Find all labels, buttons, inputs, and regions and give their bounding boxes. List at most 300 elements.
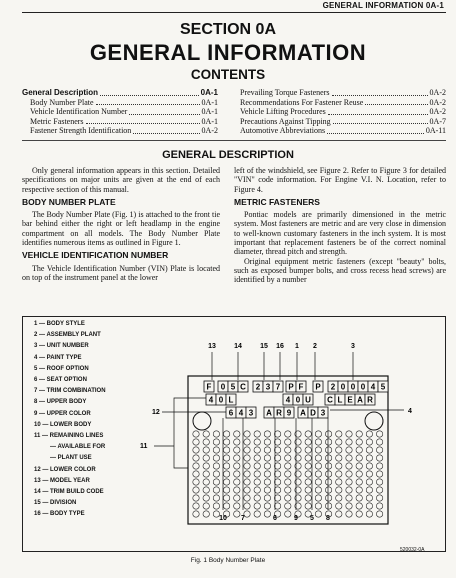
rivet-hole (244, 479, 250, 485)
legend-item: 4 — PAINT TYPE (34, 354, 82, 361)
rivet-hole (213, 463, 219, 469)
callout-label: 7 (241, 515, 245, 522)
rivet-hole (285, 503, 291, 509)
right-column (234, 166, 446, 285)
rivet-hole (356, 471, 362, 477)
plate-char: A (300, 408, 306, 418)
callout-label: 13 (208, 343, 216, 350)
callout-label: 9 (294, 515, 298, 522)
toc-leader (327, 126, 424, 134)
rivet-hole (203, 463, 209, 469)
mounting-hole-left (193, 412, 211, 430)
rivet-hole (366, 479, 372, 485)
rivet-hole (234, 439, 240, 445)
callout-label: 15 (260, 343, 268, 350)
rivet-hole (193, 479, 199, 485)
rivet-hole (213, 431, 219, 437)
legend-item: 15 — DIVISION (34, 500, 77, 507)
rivet-hole (305, 487, 311, 493)
rivet-hole (193, 455, 199, 461)
legend-item: 3 — UNIT NUMBER (34, 343, 89, 350)
rivet-hole (366, 447, 372, 453)
rivet-hole (325, 447, 331, 453)
rivet-hole (203, 511, 209, 517)
plate-char: 4 (370, 382, 376, 392)
toc-entry (22, 117, 218, 127)
toc-left (22, 88, 218, 136)
rivet-hole (315, 431, 321, 437)
toc-entry (22, 98, 218, 108)
toc-entry (240, 88, 446, 98)
rivet-hole (346, 439, 352, 445)
toc-page: 0A-1 (201, 107, 218, 117)
toc-page: 0A-1 (201, 116, 218, 126)
toc-page: 0A-2 (429, 88, 446, 97)
rivet-hole (244, 495, 250, 501)
rivet-hole (203, 447, 209, 453)
rivet-hole (254, 503, 260, 509)
rivet-hole (346, 447, 352, 453)
toc-entry (240, 126, 446, 136)
callout-label: 5 (310, 515, 314, 522)
rivet-hole (234, 471, 240, 477)
rivet-hole (254, 455, 260, 461)
rivet-hole (285, 471, 291, 477)
legend-item: — PLANT USE (50, 455, 92, 462)
rivet-hole (203, 455, 209, 461)
rivet-hole (213, 487, 219, 493)
rivet-hole (234, 463, 240, 469)
rivet-hole (244, 487, 250, 493)
rivet-hole (193, 431, 199, 437)
rivet-hole (366, 495, 372, 501)
rivet-hole (285, 455, 291, 461)
toc-page: 0A-2 (429, 107, 446, 117)
rivet-hole (193, 439, 199, 445)
rivet-hole (376, 511, 382, 517)
section-title: SECTION 0A (179, 21, 276, 38)
plate-char: L (337, 395, 343, 405)
rivet-hole (325, 439, 331, 445)
callout-label: 12 (152, 409, 160, 416)
rivet-hole (305, 439, 311, 445)
rivet-hole (336, 495, 342, 501)
plate-char: 5 (230, 382, 236, 392)
rivet-hole (325, 463, 331, 469)
rivet-hole (346, 487, 352, 493)
callout-label: 6 (273, 515, 277, 522)
rivet-hole (315, 447, 321, 453)
legend-item: 16 — BODY TYPE (34, 511, 85, 518)
legend-item: 5 — ROOF OPTION (34, 365, 89, 372)
rivet-hole (254, 439, 260, 445)
rivet-hole (213, 439, 219, 445)
plate-char: 2 (255, 382, 261, 392)
toc-page: 0A-2 (429, 97, 446, 107)
rivet-hole (305, 495, 311, 501)
toc-label: Prevailing Torque Fasteners (240, 88, 330, 97)
rivet-hole (264, 439, 270, 445)
rivet-hole (223, 471, 229, 477)
rivet-hole (285, 487, 291, 493)
toc-entry (240, 117, 446, 127)
toc-leader (86, 117, 200, 125)
toc-label: Precautions Against Tipping (240, 116, 331, 126)
toc-page: 0A-1 (200, 88, 218, 97)
rivet-hole (274, 431, 280, 437)
plate-rivet-grid (193, 431, 383, 517)
rivet-hole (274, 447, 280, 453)
rivet-hole (285, 439, 291, 445)
rivet-hole (203, 479, 209, 485)
rivet-hole (244, 447, 250, 453)
callout-leader (154, 398, 206, 468)
toc-label: Fastener Strength Identification (30, 126, 132, 136)
rivet-hole (223, 503, 229, 509)
rivet-hole (356, 447, 362, 453)
rivet-hole (366, 511, 372, 517)
rivet-hole (193, 495, 199, 501)
plate-char: 3 (320, 408, 326, 418)
rivet-hole (274, 439, 280, 445)
vin-heading: VEHICLE IDENTIFICATION NUMBER (22, 250, 169, 261)
rivet-hole (213, 503, 219, 509)
rivet-hole (336, 503, 342, 509)
callout-label: 11 (140, 443, 148, 450)
plate-char: 7 (275, 382, 281, 392)
contents-heading: CONTENTS (190, 67, 266, 82)
rivet-hole (203, 503, 209, 509)
rivet-hole (366, 503, 372, 509)
rivet-hole (376, 463, 382, 469)
rivet-hole (346, 511, 352, 517)
callout-label: 1 (295, 343, 299, 350)
toc-leader (133, 126, 199, 134)
plate-char: 9 (286, 408, 292, 418)
rivet-hole (315, 463, 321, 469)
toc-entry (22, 126, 218, 136)
plate-char: A (357, 395, 363, 405)
toc-entry (22, 88, 218, 98)
rivet-hole (315, 471, 321, 477)
rivet-hole (366, 487, 372, 493)
rivet-hole (234, 431, 240, 437)
metric-paragraph-2: Original equipment metric fasteners (except "beauty" bolts, such as exposed bumper bolts, and cross recess head screws) are identified by a number (234, 256, 446, 285)
rivet-hole (254, 495, 260, 501)
rivet-hole (376, 495, 382, 501)
rivet-hole (346, 471, 352, 477)
callout-label: 10 (219, 515, 227, 522)
plate-char: 4 (285, 395, 291, 405)
rivet-hole (376, 487, 382, 493)
rivet-hole (234, 447, 240, 453)
legend-item: 2 — ASSEMBLY PLANT (34, 332, 101, 339)
rivet-hole (223, 431, 229, 437)
rivet-hole (285, 511, 291, 517)
rivet-hole (336, 463, 342, 469)
rivet-hole (234, 503, 240, 509)
rivet-hole (356, 495, 362, 501)
plate-char: D (310, 408, 316, 418)
rivet-hole (315, 511, 321, 517)
rivet-hole (254, 479, 260, 485)
rivet-hole (193, 487, 199, 493)
rivet-hole (193, 447, 199, 453)
rivet-hole (325, 471, 331, 477)
legend-item: 10 — LOWER BODY (34, 421, 92, 428)
rivet-hole (264, 511, 270, 517)
metric-fasteners-heading: METRIC FASTENERS (234, 196, 320, 207)
toc-entry (240, 107, 446, 117)
rivet-hole (336, 439, 342, 445)
plate-char: F (206, 382, 212, 392)
legend-item: 9 — UPPER COLOR (34, 410, 91, 417)
toc-label: Vehicle Identification Number (30, 107, 128, 117)
plate-char: 3 (248, 408, 254, 418)
rivet-hole (223, 463, 229, 469)
rivet-hole (376, 431, 382, 437)
rivet-hole (264, 503, 270, 509)
legend-item: 14 — TRIM BUILD CODE (34, 489, 104, 496)
rivet-hole (223, 447, 229, 453)
rivet-hole (376, 471, 382, 477)
plate-char: A (266, 408, 272, 418)
rivet-hole (315, 495, 321, 501)
callout-label: 16 (276, 343, 284, 350)
legend-item: 11 — REMAINING LINES (34, 433, 104, 440)
toc-page: 0A-2 (201, 126, 218, 136)
rivet-hole (264, 487, 270, 493)
rivet-hole (274, 503, 280, 509)
rivet-hole (223, 479, 229, 485)
plate-char: 4 (238, 408, 244, 418)
rivet-hole (274, 487, 280, 493)
rivet-hole (346, 431, 352, 437)
plate-char: U (305, 395, 311, 405)
intro-paragraph: Only general information appears in this section. Detailed specifications on major units are given at the end of each respective section of this manual. (22, 166, 220, 194)
legend-item: — AVAILABLE FOR (50, 444, 106, 451)
rivet-hole (305, 455, 311, 461)
callout-label: 4 (408, 408, 412, 415)
general-description-heading: GENERAL DESCRIPTION (162, 149, 294, 161)
rivet-hole (264, 463, 270, 469)
rivet-hole (274, 471, 280, 477)
rivet-hole (285, 463, 291, 469)
rivet-hole (244, 431, 250, 437)
rivet-hole (346, 455, 352, 461)
plate-char: 2 (330, 382, 336, 392)
rivet-hole (305, 503, 311, 509)
plate-char: R (276, 408, 282, 418)
rivet-hole (356, 463, 362, 469)
rivet-hole (264, 495, 270, 501)
plate-char: 4 (208, 395, 214, 405)
rivet-hole (264, 447, 270, 453)
rivet-hole (336, 455, 342, 461)
rivet-hole (274, 479, 280, 485)
metric-paragraph-1: Pontiac models are primarily dimensioned in the metric system. Most fasteners are metric and are very close in dimension to well-known customary fasteners in the inch system. It is most important that replacement fasteners be of the correct nominal diameter, thread pitch and strength. (234, 210, 446, 257)
vin-paragraph: The Vehicle Identification Number (VIN) Plate is located on top of the instrument panel at the lower (22, 263, 220, 282)
legend-item: 13 — MODEL YEAR (34, 477, 90, 484)
toc-leader (96, 98, 200, 106)
rivet-hole (244, 455, 250, 461)
toc-leader (332, 88, 428, 96)
rivet-hole (325, 503, 331, 509)
rivet-hole (356, 431, 362, 437)
rivet-hole (346, 503, 352, 509)
rivet-hole (315, 479, 321, 485)
rivet-hole (203, 439, 209, 445)
rivet-hole (254, 487, 260, 493)
rivet-hole (223, 487, 229, 493)
toc-label: Automotive Abbreviations (240, 126, 326, 136)
rivet-hole (254, 471, 260, 477)
body-number-plate-heading: BODY NUMBER PLATE (22, 196, 116, 207)
toc-entry (240, 98, 446, 108)
rivet-hole (325, 455, 331, 461)
legend-item: 7 — TRIM COMBINATION (34, 388, 106, 395)
toc-leader (365, 98, 427, 106)
vin-continued-paragraph: left of the windshield, see Figure 2. Refer to Figure 3 for detailed "VIN" code information. For Engine V.I. N. Location, refer to Figure 4. (234, 166, 446, 194)
callout-label: 3 (351, 343, 355, 350)
toc-page: 0A-11 (425, 126, 446, 136)
rivet-hole (305, 463, 311, 469)
plate-char: 3 (265, 382, 271, 392)
plate-char: 0 (340, 382, 346, 392)
rivet-hole (315, 503, 321, 509)
toc-right (240, 88, 446, 136)
rivet-hole (223, 455, 229, 461)
plate-char: 0 (220, 382, 226, 392)
rivet-hole (254, 431, 260, 437)
legend-item: 1 — BODY STYLE (34, 321, 85, 327)
toc-label: Metric Fasteners (30, 116, 84, 126)
header-rule (22, 12, 446, 13)
plate-char: P (315, 382, 321, 392)
rivet-hole (274, 455, 280, 461)
rivet-hole (285, 447, 291, 453)
rivet-hole (223, 439, 229, 445)
rivet-hole (325, 495, 331, 501)
rivet-hole (234, 455, 240, 461)
rivet-hole (305, 431, 311, 437)
rivet-hole (325, 431, 331, 437)
figure-code: 520032-0A (400, 547, 425, 553)
rivet-hole (305, 447, 311, 453)
toc-page: 0A-1 (201, 97, 218, 107)
rivet-hole (193, 463, 199, 469)
rivet-hole (356, 487, 362, 493)
rivet-hole (244, 439, 250, 445)
page-title: GENERAL INFORMATION (89, 40, 367, 65)
rivet-hole (376, 439, 382, 445)
rivet-hole (203, 495, 209, 501)
rivet-hole (234, 487, 240, 493)
rivet-hole (336, 479, 342, 485)
rivet-hole (244, 463, 250, 469)
rivet-hole (203, 471, 209, 477)
rivet-hole (264, 471, 270, 477)
rivet-hole (376, 503, 382, 509)
rivet-hole (223, 495, 229, 501)
toc-leader (328, 107, 428, 115)
rivet-hole (356, 511, 362, 517)
rivet-hole (203, 487, 209, 493)
rivet-hole (305, 479, 311, 485)
rivet-hole (234, 495, 240, 501)
rivet-hole (336, 487, 342, 493)
running-header: GENERAL INFORMATION 0A-1 (322, 1, 444, 10)
legend-item: 6 — SEAT OPTION (34, 377, 87, 384)
rivet-hole (336, 511, 342, 517)
rivet-hole (305, 471, 311, 477)
rivet-hole (356, 479, 362, 485)
divider (22, 140, 446, 141)
plate-char: R (367, 395, 373, 405)
rivet-hole (315, 439, 321, 445)
rivet-hole (366, 431, 372, 437)
rivet-hole (213, 471, 219, 477)
rivet-hole (376, 447, 382, 453)
rivet-hole (346, 495, 352, 501)
plate-char: C (240, 382, 246, 392)
rivet-hole (376, 455, 382, 461)
figure-caption: Fig. 1 Body Number Plate (190, 557, 266, 564)
toc-entry (22, 107, 218, 117)
callout-label: 8 (326, 515, 330, 522)
rivet-hole (346, 479, 352, 485)
toc-page: 0A-7 (429, 116, 446, 126)
plate-char: P (288, 382, 294, 392)
toc-leader (129, 107, 199, 115)
rivet-hole (264, 479, 270, 485)
callout-label: 14 (234, 343, 242, 350)
rivet-hole (264, 455, 270, 461)
rivet-hole (285, 495, 291, 501)
plate-char: L (228, 395, 234, 405)
rivet-hole (356, 503, 362, 509)
toc-leader (100, 88, 199, 96)
rivet-hole (274, 495, 280, 501)
figure-legend (34, 319, 106, 521)
left-column (22, 166, 220, 282)
rivet-hole (193, 503, 199, 509)
rivet-hole (315, 455, 321, 461)
rivet-hole (366, 471, 372, 477)
plate-char: E (347, 395, 353, 405)
rivet-hole (193, 471, 199, 477)
rivet-hole (366, 439, 372, 445)
plate-char: 0 (218, 395, 224, 405)
rivet-hole (254, 447, 260, 453)
rivet-hole (336, 447, 342, 453)
rivet-hole (325, 487, 331, 493)
plate-char: 0 (350, 382, 356, 392)
body-number-plate-diagram (140, 336, 440, 546)
mounting-hole-right (365, 412, 383, 430)
body-number-plate-paragraph: The Body Number Plate (Fig. 1) is attached to the front tie bar behind either the right or left headlamp in the engine compartment on all models. The Body Number Plate identifies numerous items as outlined in Figure 1. (22, 210, 220, 248)
rivet-hole (254, 463, 260, 469)
rivet-hole (356, 455, 362, 461)
rivet-hole (234, 479, 240, 485)
rivet-hole (285, 479, 291, 485)
plate-char: 0 (360, 382, 366, 392)
rivet-hole (244, 503, 250, 509)
rivet-hole (193, 511, 199, 517)
toc-label: Vehicle Lifting Procedures (240, 107, 326, 117)
rivet-hole (366, 455, 372, 461)
plate-char: F (298, 382, 304, 392)
